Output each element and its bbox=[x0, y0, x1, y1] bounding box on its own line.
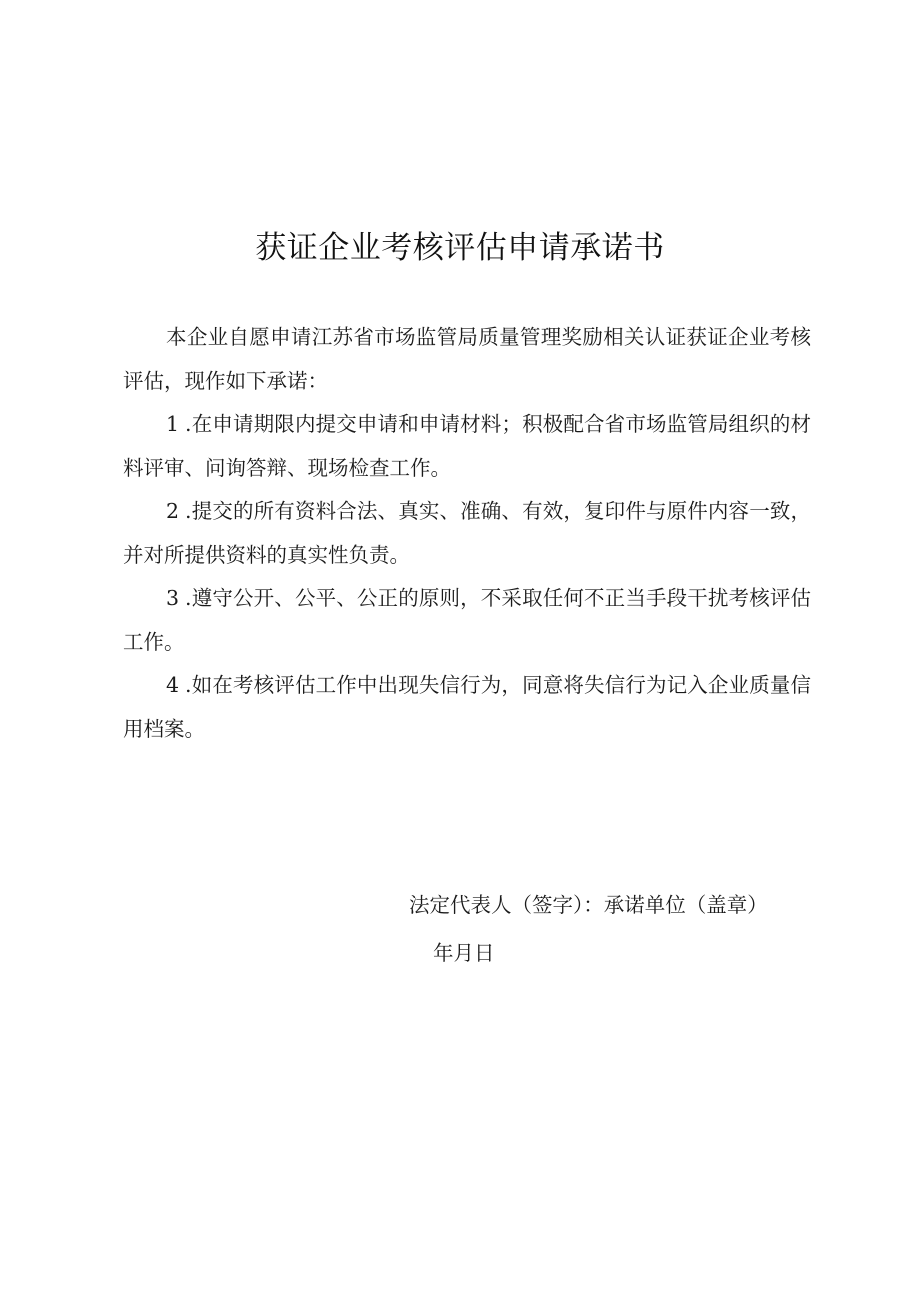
representative-signature-label: 法定代表人（签字）： bbox=[409, 893, 604, 917]
commitment-text: .在申请期限内提交申请和申请材料；积极配合省市场监管局组织的材料评审、问询答辩、现场检查工作。 bbox=[123, 412, 811, 480]
commitment-item-2 bbox=[123, 490, 811, 577]
commitment-item-1 bbox=[123, 403, 811, 490]
commitment-item-4 bbox=[123, 664, 811, 751]
commitment-item-3 bbox=[123, 577, 811, 664]
commitment-number: 1 bbox=[166, 412, 180, 436]
commitment-text: .如在考核评估工作中出现失信行为，同意将失信行为记入企业质量信用档案。 bbox=[123, 673, 811, 741]
document-title: 获证企业考核评估申请承诺书 bbox=[255, 230, 665, 266]
commitment-number: 4 bbox=[166, 673, 180, 697]
document-body bbox=[123, 316, 811, 751]
signature-line bbox=[409, 888, 768, 922]
unit-seal-label: 承诺单位（盖章） bbox=[603, 893, 768, 917]
commitment-number: 2 bbox=[166, 499, 180, 523]
date-line: 年月日 bbox=[433, 941, 495, 965]
commitment-text: .遵守公开、公平、公正的原则，不采取任何不正当手段干扰考核评估工作。 bbox=[123, 586, 811, 654]
intro-paragraph: 本企业自愿申请江苏省市场监管局质量管理奖励相关认证获证企业考核评估，现作如下承诺： bbox=[123, 325, 811, 393]
commitment-text: .提交的所有资料合法、真实、准确、有效，复印件与原件内容一致，并对所提供资料的真实性负责。 bbox=[123, 499, 811, 567]
commitment-number: 3 bbox=[166, 586, 180, 610]
